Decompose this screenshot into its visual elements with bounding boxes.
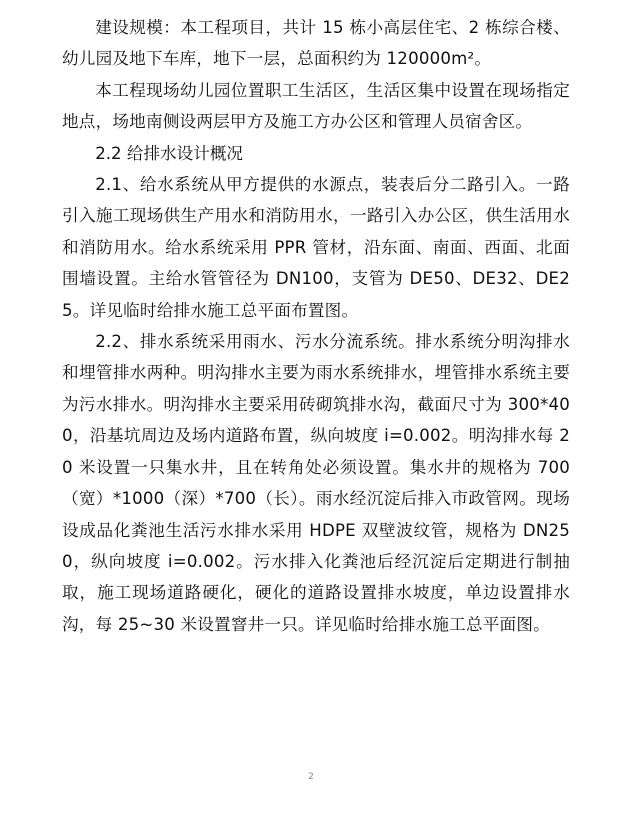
paragraph-construction-scale: 建设规模：本工程项目，共计 15 栋小高层住宅、2 栋综合楼、幼儿园及地下车库，地下一层，总面积约为 120000m²。 bbox=[62, 18, 570, 69]
paragraph-water-supply: 2.1、给水系统从甲方提供的水源点，装表后分二路引入。一路引入施工现场供生产用水和消防用水，一路引入办公区，供生活用水和消防用水。给水系统采用 PPR 管材，沿东面、南面、西面、北面围墙设置。主给水管管径为 DN100，支管为 DE50、DE32、DE25。详见临时给排水施工总平面布置图。 bbox=[62, 175, 570, 320]
section-heading-water-design: 2.2 给排水设计概况 bbox=[95, 143, 244, 163]
paragraph-drainage: 2.2、排水系统采用雨水、污水分流系统。排水系统分明沟排水和埋管排水两种。明沟排水主要为雨水系统排水，埋管排水系统主要为污水排水。明沟排水主要采用砖砌筑排水沟，截面尺寸为 300*400，沿基坑周边及场内道路布置，纵向坡度 i=0.002。明沟排水每 20 米设置一只集水井，且在转角处必须设置。集水井的规格为 700（宽）*1000（深）*700（长）。雨水经沉淀后排入市政管网。现场设成品化粪池生活污水排水采用 HDPE 双壁波纹管，规格为 DN250，纵向坡度 i=0.002。污水排入化粪池后经沉淀后定期进行制抽取，施工现场道路硬化，硬化的道路设置排水坡度，单边设置排水沟，每 25~30 米设置窨井一只。详见临时给排水施工总平面图。 bbox=[62, 332, 570, 634]
paragraph-living-area: 本工程现场幼儿园位置职工生活区，生活区集中设置在现场指定地点，场地南侧设两层甲方及施工方办公区和管理人员宿舍区。 bbox=[62, 80, 570, 132]
document-body bbox=[62, 12, 570, 640]
page-number: 2 bbox=[308, 772, 314, 782]
